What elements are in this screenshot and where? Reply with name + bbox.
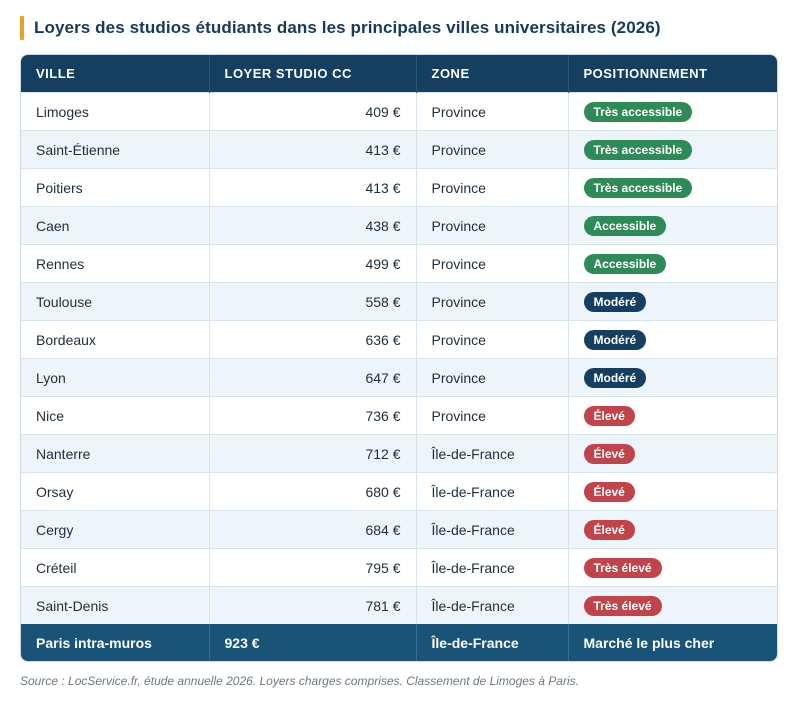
table-row (21, 169, 777, 207)
position-badge: Élevé (584, 444, 635, 464)
rent-cell: 438 € (209, 207, 416, 245)
position-cell (568, 93, 777, 131)
position-cell (568, 321, 777, 359)
position-cell (568, 511, 777, 549)
zone-cell: Province (416, 321, 568, 359)
position-badge: Très élevé (584, 596, 662, 616)
zone-cell: Province (416, 169, 568, 207)
footer-rent: 923 € (209, 624, 416, 661)
table-row (21, 245, 777, 283)
rent-cell: 795 € (209, 549, 416, 587)
position-badge: Très élevé (584, 558, 662, 578)
position-badge: Élevé (584, 482, 635, 502)
city-cell: Bordeaux (21, 321, 209, 359)
table-row (21, 549, 777, 587)
city-cell: Saint-Étienne (21, 131, 209, 169)
column-header-ville: VILLE (21, 55, 209, 93)
rent-cell: 647 € (209, 359, 416, 397)
position-cell (568, 549, 777, 587)
rent-cell: 413 € (209, 169, 416, 207)
zone-cell: Province (416, 397, 568, 435)
table-row (21, 93, 777, 131)
position-cell (568, 435, 777, 473)
position-badge: Accessible (584, 216, 667, 236)
rent-cell: 558 € (209, 283, 416, 321)
rent-cell: 636 € (209, 321, 416, 359)
table-row (21, 207, 777, 245)
table-row (21, 587, 777, 625)
city-cell: Limoges (21, 93, 209, 131)
city-cell: Toulouse (21, 283, 209, 321)
column-header-positionnement: POSITIONNEMENT (568, 55, 777, 93)
city-cell: Orsay (21, 473, 209, 511)
position-cell (568, 473, 777, 511)
table-footer-row (21, 624, 777, 661)
table-row (21, 359, 777, 397)
city-cell: Nanterre (21, 435, 209, 473)
position-cell (568, 397, 777, 435)
zone-cell: Île-de-France (416, 435, 568, 473)
column-header-loyer: LOYER STUDIO CC (209, 55, 416, 93)
table-row (21, 397, 777, 435)
zone-cell: Province (416, 359, 568, 397)
table-row (21, 321, 777, 359)
rent-cell: 781 € (209, 587, 416, 625)
position-cell (568, 169, 777, 207)
rent-table (21, 55, 777, 661)
table-row (21, 511, 777, 549)
city-cell: Créteil (21, 549, 209, 587)
zone-cell: Île-de-France (416, 473, 568, 511)
zone-cell: Province (416, 131, 568, 169)
page-title: Loyers des studios étudiants dans les principales villes universitaires (2026) (34, 18, 661, 37)
zone-cell: Province (416, 283, 568, 321)
city-cell: Caen (21, 207, 209, 245)
position-cell (568, 587, 777, 625)
zone-cell: Province (416, 207, 568, 245)
zone-cell: Province (416, 93, 568, 131)
rent-table-container (20, 54, 778, 662)
rent-cell: 499 € (209, 245, 416, 283)
city-cell: Saint-Denis (21, 587, 209, 625)
rent-cell: 680 € (209, 473, 416, 511)
zone-cell: Province (416, 245, 568, 283)
city-cell: Lyon (21, 359, 209, 397)
zone-cell: Île-de-France (416, 549, 568, 587)
footer-city: Paris intra-muros (21, 624, 209, 661)
title-accent-bar (20, 16, 24, 40)
position-badge: Très accessible (584, 178, 693, 198)
zone-cell: Île-de-France (416, 587, 568, 625)
table-row (21, 435, 777, 473)
rent-cell: 413 € (209, 131, 416, 169)
city-cell: Rennes (21, 245, 209, 283)
position-cell (568, 131, 777, 169)
zone-cell: Île-de-France (416, 511, 568, 549)
position-badge: Très accessible (584, 102, 693, 122)
position-cell (568, 359, 777, 397)
position-badge: Modéré (584, 368, 647, 388)
rent-cell: 712 € (209, 435, 416, 473)
table-row (21, 283, 777, 321)
position-cell (568, 283, 777, 321)
position-badge: Élevé (584, 520, 635, 540)
footer-zone: Île-de-France (416, 624, 568, 661)
table-row (21, 131, 777, 169)
position-badge: Élevé (584, 406, 635, 426)
table-row (21, 473, 777, 511)
table-body (21, 93, 777, 625)
column-header-zone: ZONE (416, 55, 568, 93)
rent-cell: 684 € (209, 511, 416, 549)
position-cell (568, 207, 777, 245)
rent-cell: 409 € (209, 93, 416, 131)
city-cell: Poitiers (21, 169, 209, 207)
source-note: Source : LocService.fr, étude annuelle 2026. Loyers charges comprises. Classement de Limoges à Paris. (20, 674, 579, 688)
position-badge: Modéré (584, 292, 647, 312)
city-cell: Cergy (21, 511, 209, 549)
position-badge: Modéré (584, 330, 647, 350)
rent-cell: 736 € (209, 397, 416, 435)
city-cell: Nice (21, 397, 209, 435)
position-cell (568, 245, 777, 283)
position-badge: Accessible (584, 254, 667, 274)
position-badge: Très accessible (584, 140, 693, 160)
footer-position: Marché le plus cher (568, 624, 777, 661)
title-block (20, 16, 661, 40)
table-header-row (21, 55, 777, 93)
